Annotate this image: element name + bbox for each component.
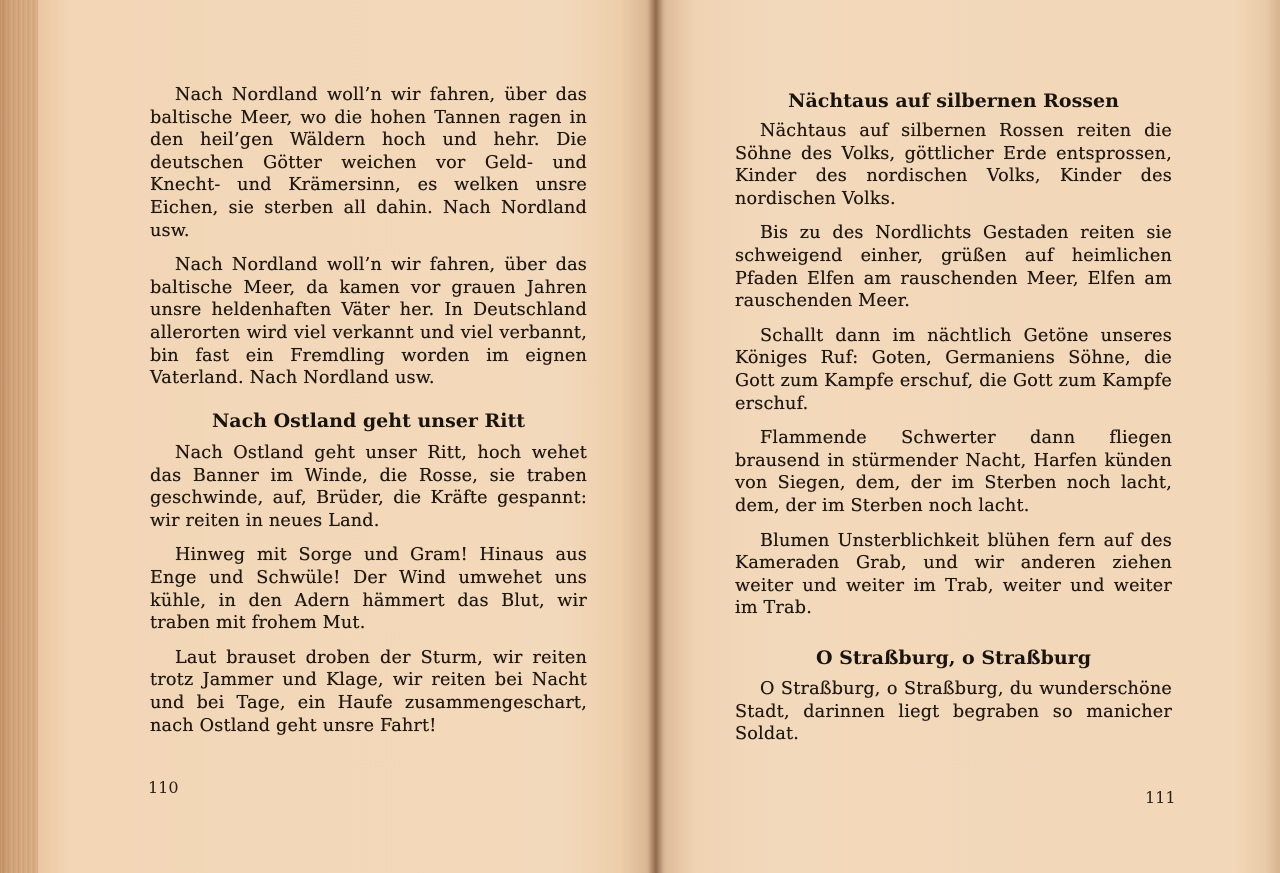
verse-paragraph: Nächtaus auf silbernen Rossen reiten die Söhne des Volks, göttlicher Erde entsprossen, Kinder des nordischen Volks, Kinder des nordischen Volks. <box>735 121 1172 209</box>
page-edges <box>0 0 38 873</box>
book-gutter <box>648 0 664 873</box>
verse-paragraph: Hinweg mit Sorge und Gram! Hinaus aus Enge und Schwüle! Der Wind umwehet uns kühle, in den Adern hämmert das Blut, wir traben mit frohem Mut. <box>150 545 587 634</box>
right-page <box>655 0 1280 873</box>
verse-paragraph: Nach Nordland woll’n wir fahren, über das baltische Meer, da kamen vor grauen Jahren unsre heldenhaften Väter her. In Deutschland allerorten wird viel verkannt und viel verbannt, bin fast ein Fremdling worden im eignen Vaterland. Nach Nordland usw. <box>150 255 587 389</box>
verse-paragraph: Bis zu des Nordlichts Gestaden reiten sie schweigend einher, grüßen auf heimlichen Pfaden Elfen am rauschenden Meer, Elfen am rauschenden Meer. <box>735 223 1172 312</box>
verse-paragraph: Nach Ostland geht unser Ritt, hoch wehet das Banner im Winde, die Rosse, sie traben geschwinde, auf, Brüder, die Kräfte gespannt: wir reiten in neues Land. <box>150 443 587 531</box>
right-song-verses <box>735 120 1172 632</box>
left-song-verses <box>150 442 587 749</box>
verse-paragraph: Schallt dann im nächtlich Getöne unseres Königes Ruf: Goten, Germaniens Söhne, die Gott zum Kampfe erschuf, die Gott zum Kampfe erschuf. <box>735 325 1172 414</box>
page-number: 111 <box>1145 788 1176 807</box>
song-title: Nächtaus auf silbernen Rossen <box>788 90 1119 112</box>
verse-paragraph: O Straßburg, o Straßburg, du wunderschöne Stadt, darinnen liegt begraben so manicher Soldat. <box>735 679 1172 745</box>
verse-paragraph: Flammende Schwerter dann fliegen brausend in stürmender Nacht, Harfen künden von Siegen, dem, der im Sterben noch lacht, dem, der im Sterben noch lacht. <box>735 428 1172 516</box>
verse-paragraph: Blumen Unsterblichkeit blühen fern auf des Kameraden Grab, und wir anderen ziehen weiter und weiter im Trab, weiter und weiter im Trab. <box>735 530 1172 619</box>
right-song2-verses <box>735 678 1172 758</box>
verse-paragraph: Nach Nordland woll’n wir fahren, über das baltische Meer, wo die hohen Tannen ragen in den heil’gen Wäldern hoch und hehr. Die deutschen Götter weichen vor Geld- und Knecht- und Krämersinn, es welken unsre Eichen, sie sterben all dahin. Nach Nordland usw. <box>150 85 587 241</box>
song-title: O Straßburg, o Straßburg <box>816 647 1091 669</box>
song-title: Nach Ostland geht unser Ritt <box>211 410 526 432</box>
left-verses <box>150 84 587 402</box>
verse-paragraph: Laut brauset droben der Sturm, wir reiten trotz Jammer und Klage, wir reiten bei Nacht und bei Tage, ein Haufe zusammengeschart, nach Ostland geht unsre Fahrt! <box>150 647 587 736</box>
page-number: 110 <box>148 778 179 797</box>
